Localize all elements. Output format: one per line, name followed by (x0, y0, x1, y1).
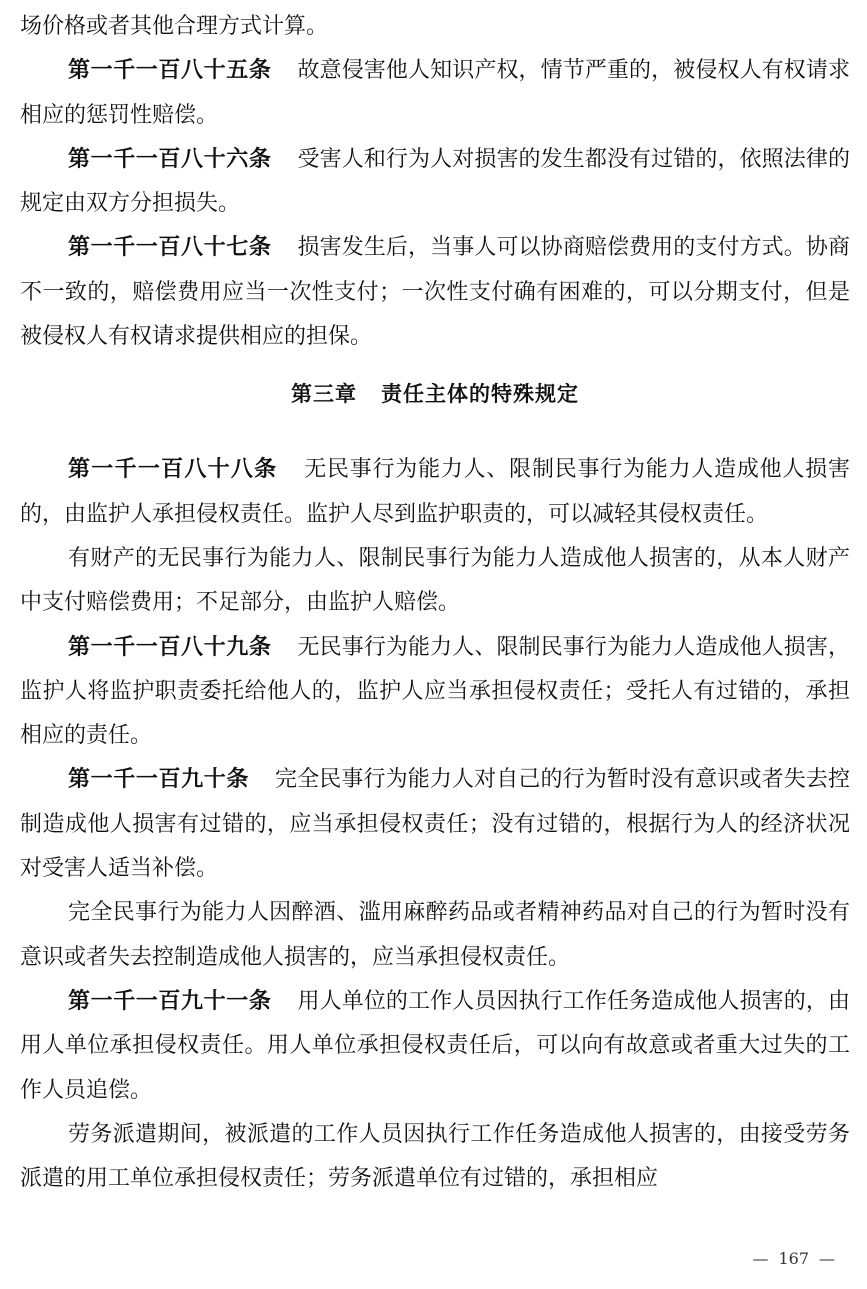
article-number: 第一千一百九十一条 (68, 988, 272, 1014)
paragraph-text: 无民事行为能力人、限制民事行为能力人造成他人损害，监护人将监护职责委托给他人的，监护人应当承担侵权责任；受托人有过错的，承担相应的责任。 (20, 634, 850, 749)
paragraph-text: 故意侵害他人知识产权，情节严重的，被侵权人有权请求相应的惩罚性赔偿。 (20, 58, 850, 128)
paragraph (20, 226, 850, 359)
paragraph-text: 场价格或者其他合理方式计算。 (20, 14, 329, 39)
footer-dash-left: — (752, 1249, 769, 1268)
paragraph-text: 无民事行为能力人、限制民事行为能力人造成他人损害的，由监护人承担侵权责任。监护人尽到监护职责的，可以减轻其侵权责任。 (20, 457, 850, 527)
document-page (20, 5, 850, 1201)
chapter-title: 责任主体的特殊规定 (381, 382, 579, 407)
paragraph (20, 626, 850, 759)
article-number: 第一千一百八十七条 (68, 235, 272, 261)
paragraph (20, 980, 850, 1113)
paragraph-text: 完全民事行为能力人对自己的行为暂时没有意识或者失去控制造成他人损害有过错的，应当承担侵权责任；没有过错的，根据行为人的经济状况对受害人适当补偿。 (20, 767, 850, 882)
paragraph-text: 完全民事行为能力人因醉酒、滥用麻醉药品或者精神药品对自己的行为暂时没有意识或者失去控制造成他人损害的，应当承担侵权责任。 (20, 900, 850, 970)
article-number: 第一千一百九十条 (68, 767, 249, 793)
paragraph (20, 448, 850, 537)
articles-section-bottom (20, 448, 850, 1201)
paragraph-text: 有财产的无民事行为能力人、限制民事行为能力人造成他人损害的，从本人财产中支付赔偿费用；不足部分，由监护人赔偿。 (20, 545, 850, 616)
chapter-number: 第三章 (291, 382, 357, 407)
article-number: 第一千一百八十六条 (68, 146, 272, 172)
article-number: 第一千一百八十九条 (68, 634, 272, 660)
article-number: 第一千一百八十五条 (68, 58, 272, 84)
footer-dash-right: — (819, 1249, 835, 1268)
chapter-heading (20, 372, 850, 416)
paragraph (20, 5, 850, 49)
page-footer (742, 1249, 845, 1268)
page-number: 167 (778, 1249, 809, 1268)
paragraph (20, 1113, 850, 1202)
paragraph (20, 891, 850, 980)
paragraph (20, 537, 850, 626)
paragraph-text: 受害人和行为人对损害的发生都没有过错的，依照法律的规定由双方分担损失。 (20, 146, 850, 217)
paragraph-text: 劳务派遣期间，被派遣的工作人员因执行工作任务造成他人损害的，由接受劳务派遣的用工单位承担侵权责任；劳务派遣单位有过错的，承担相应 (20, 1121, 850, 1192)
articles-section-top (20, 5, 850, 359)
article-number: 第一千一百八十八条 (68, 457, 278, 483)
paragraph-text: 用人单位的工作人员因执行工作任务造成他人损害的，由用人单位承担侵权责任。用人单位承担侵权责任后，可以向有故意或者重大过失的工作人员追偿。 (20, 988, 850, 1103)
paragraph (20, 138, 850, 227)
paragraph-text: 损害发生后，当事人可以协商赔偿费用的支付方式。协商不一致的，赔偿费用应当一次性支付；一次性支付确有困难的，可以分期支付，但是被侵权人有权请求提供相应的担保。 (20, 235, 850, 350)
paragraph (20, 758, 850, 891)
paragraph (20, 49, 850, 138)
